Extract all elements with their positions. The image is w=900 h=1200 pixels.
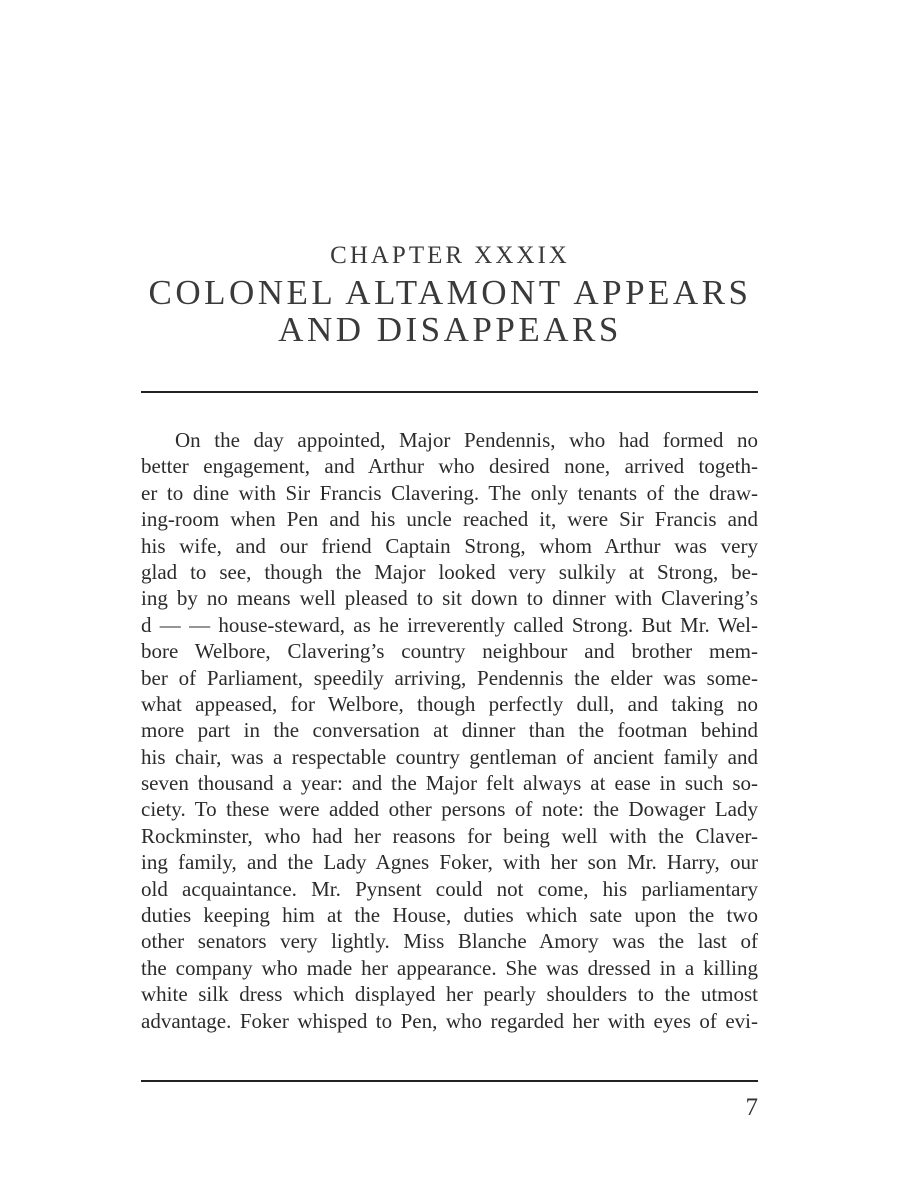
text-line: ing by no means well pleased to sit down to dinner with Clavering’s — [141, 586, 758, 611]
text-line: more part in the conversation at dinner than the footman behind — [141, 718, 758, 743]
chapter-label: CHAPTER XXXIX — [330, 242, 570, 269]
text-line: bore Welbore, Clavering’s country neighbour and brother mem- — [141, 639, 758, 664]
text-line: what appeased, for Welbore, though perfectly dull, and taking no — [141, 691, 758, 716]
text-line: advantage. Foker whisped to Pen, who regarded her with eyes of evi- — [141, 1008, 758, 1033]
text-line: On the day appointed, Major Pendennis, who had formed no — [175, 428, 758, 452]
text-line: better engagement, and Arthur who desired none, arrived togeth- — [141, 454, 758, 479]
text-line: other senators very lightly. Miss Blanche Amory was the last of — [141, 929, 758, 954]
text-line: ber of Parliament, speedily arriving, Pendennis the elder was some- — [141, 665, 758, 690]
text-line: ing-room when Pen and his uncle reached it, were Sir Francis and — [141, 507, 758, 532]
text-line: his wife, and our friend Captain Strong, whom Arthur was very — [141, 533, 758, 558]
text-line: d — — house-steward, as he irreverently called Strong. But Mr. Wel- — [141, 612, 758, 637]
text-line: the company who made her appearance. She was dressed in a killing — [141, 955, 758, 980]
bottom-rule — [141, 1080, 758, 1082]
page-number: 7 — [745, 1094, 758, 1121]
text-line: Rockminster, who had her reasons for being well with the Claver- — [141, 823, 758, 848]
text-line: glad to see, though the Major looked very sulkily at Strong, be- — [141, 559, 758, 584]
text-line: old acquaintance. Mr. Pynsent could not come, his parliamentary — [141, 876, 758, 901]
body-text — [141, 427, 758, 1067]
text-line: ing family, and the Lady Agnes Foker, with her son Mr. Harry, our — [141, 850, 758, 875]
top-rule — [141, 391, 758, 393]
chapter-title: COLONEL ALTAMONT APPEARS AND DISAPPEARS — [148, 273, 752, 349]
text-line: duties keeping him at the House, duties which sate upon the two — [141, 903, 758, 928]
text-line: seven thousand a year: and the Major felt always at ease in such so- — [141, 771, 758, 796]
text-line: ciety. To these were added other persons of note: the Dowager Lady — [141, 797, 758, 822]
text-line: er to dine with Sir Francis Clavering. The only tenants of the draw- — [141, 480, 758, 505]
text-line: his chair, was a respectable country gentleman of ancient family and — [141, 744, 758, 769]
text-line: white silk dress which displayed her pearly shoulders to the utmost — [141, 982, 758, 1007]
